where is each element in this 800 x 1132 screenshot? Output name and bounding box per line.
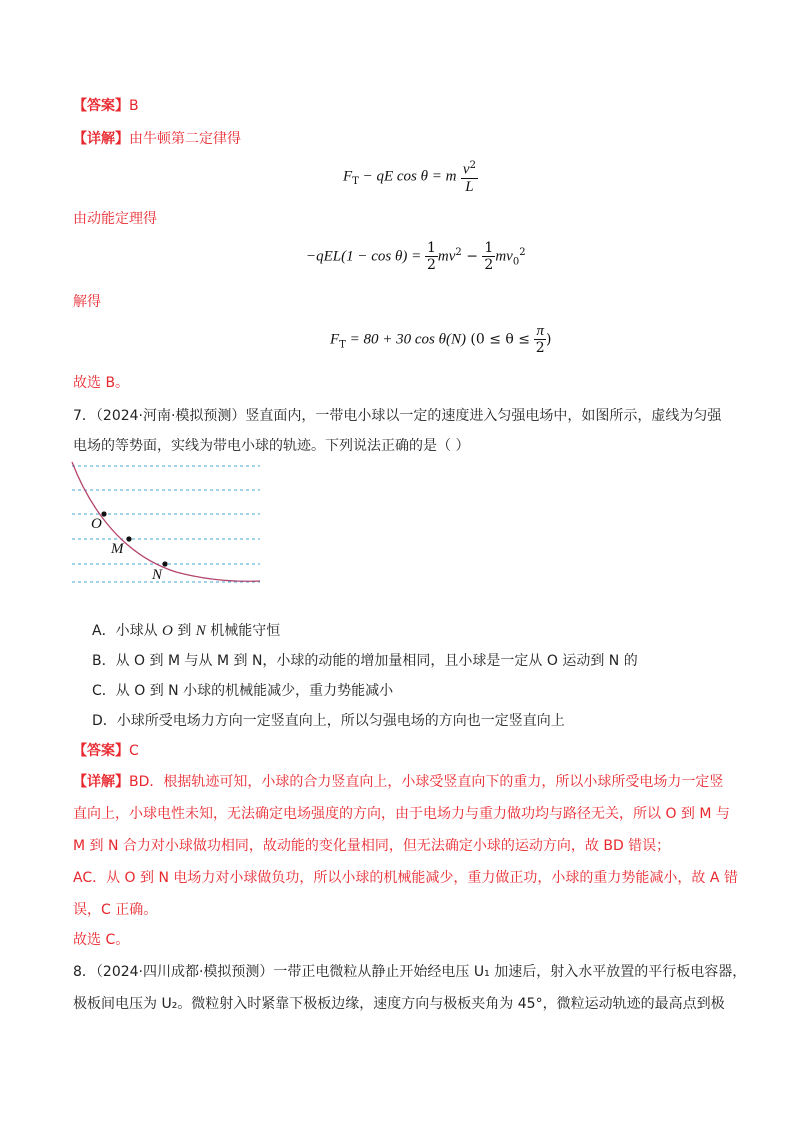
answer-line-1 (73, 96, 139, 116)
answer-value: B (129, 98, 139, 114)
label-o: O (91, 516, 102, 532)
q8-stem-line-1: 8．（2024·四川成都·模拟预测）一带正电微粒从静止开始经电压 U₁ 加速后，射入水平放置的平行板电容器， (73, 964, 747, 980)
formula-newton: $F_T$ − qE cos θ = m $\frac{v^2}{L}$ (343, 160, 476, 195)
q7-detail-line-4: AC．从 O 到 N 电场力对小球做负功，所以小球的机械能减少，重力做正功，小球的重力势能减小，故 A 错 (73, 870, 738, 886)
formula-energy: −qEL(1 − cos θ) = $\frac{1}{2}$ $mv^2$ − $\frac{1}{2}$ $mv_0^2$ (306, 240, 526, 273)
answer-tag: 【答案】 (73, 98, 129, 114)
point-n (162, 561, 167, 566)
q7-option-b: B．从 O 到 M 与从 M 到 N，小球的动能的增加量相同，且小球是一定从 O 运动到 N 的 (92, 653, 638, 669)
conclusion-b: 故选 B。 (73, 375, 130, 391)
point-o (101, 511, 106, 516)
detail-tag: 【详解】 (73, 131, 129, 147)
label-m: M (111, 541, 124, 557)
q8-stem-line-2: 极板间电压为 U₂。微粒射入时紧靠下极板边缘，速度方向与极板夹角为 45°，微粒运动轨迹的最高点到极 (73, 996, 725, 1012)
energy-intro: 由动能定理得 (73, 211, 157, 227)
answer-value: C (129, 743, 139, 759)
answer-tag: 【答案】 (73, 743, 129, 759)
solve-intro: 解得 (73, 294, 101, 310)
formula-tension: $F_T = 80 + 30$ cos θ(N) (0 ≤ θ ≤ $\frac{\pi}{2}$ ) (330, 323, 552, 356)
label-n: N (152, 567, 163, 583)
q7-stem-line-2: 电场的等势面，实线为带电小球的轨迹。下列说法正确的是（ ） (73, 438, 470, 454)
q7-conclusion: 故选 C。 (73, 932, 130, 948)
detail-line-1 (73, 129, 241, 149)
q7-detail-line-3: M 到 N 合力对小球做功相同，故动能的变化量相同，但无法确定小球的运动方向，故 BD 错误； (73, 838, 671, 854)
q7-detail-line-5: 误，C 正确。 (73, 902, 158, 918)
q7-detail-line-1: 【详解】BD．根据轨迹可知，小球的合力竖直向上，小球受竖直向下的重力，所以小球所受电场力一定竖 (73, 774, 724, 790)
detail-intro: 由牛顿第二定律得 (129, 131, 241, 147)
q7-detail-line-2: 直向上，小球电性未知，无法确定电场强度的方向，由于电场力与重力做功均与路径无关，所以 O 到 M 与 (73, 806, 730, 822)
q7-option-a: A．小球从 O 到 N 机械能守恒 (92, 623, 281, 639)
q7-figure (66, 458, 266, 588)
point-m (126, 536, 131, 541)
q7-option-c: C．从 O 到 N 小球的机械能减少，重力势能减小 (92, 683, 394, 699)
q7-stem-line-1: 7．（2024·河南·模拟预测）竖直面内，一带电小球以一定的速度进入匀强电场中，如图所示，虚线为匀强 (73, 408, 722, 424)
q7-option-d: D．小球所受电场力方向一定竖直向上，所以匀强电场的方向也一定竖直向上 (92, 713, 565, 729)
q7-answer-line (73, 741, 139, 761)
